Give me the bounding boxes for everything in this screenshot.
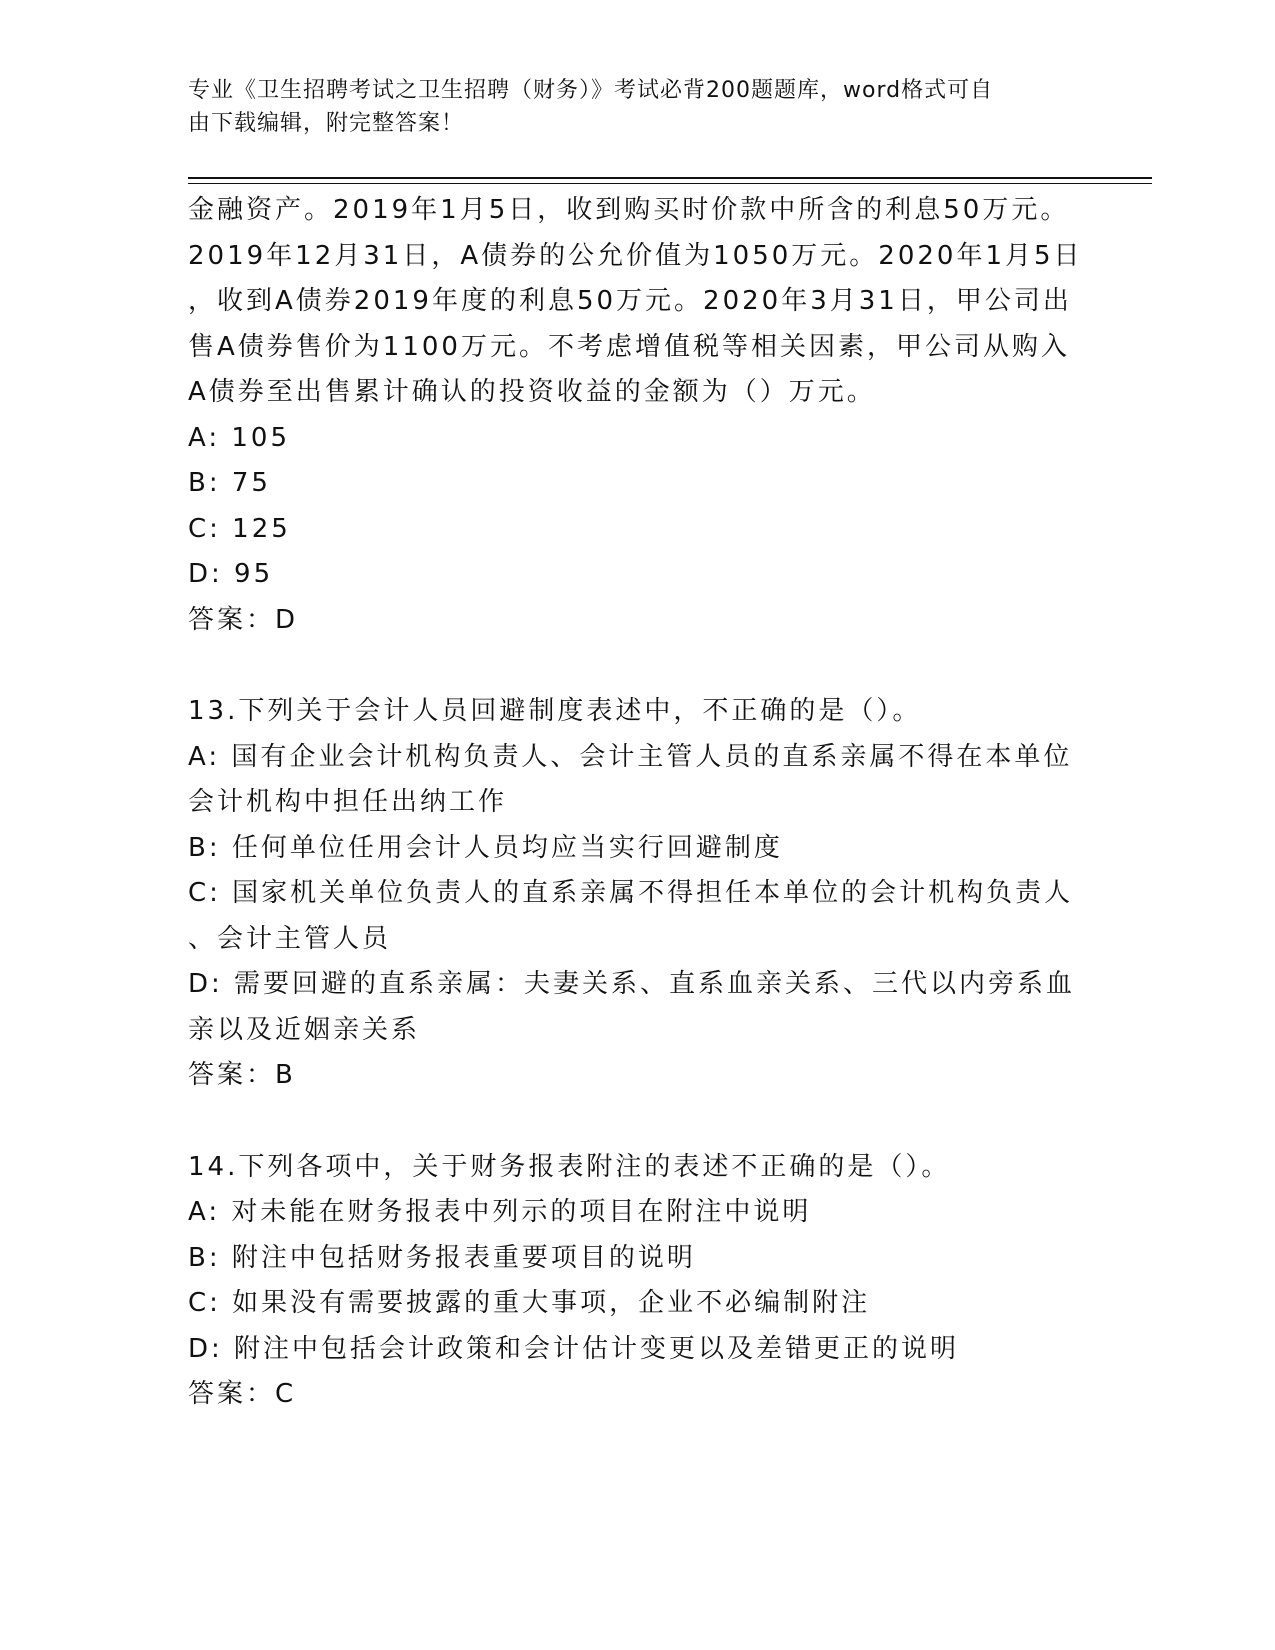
question-stem-line: 13.下列关于会计人员回避制度表述中，不正确的是（）。 <box>188 696 922 726</box>
option-c-line-2: 、会计主管人员 <box>188 923 392 954</box>
option-d-line-2: 亲以及近姻亲关系 <box>188 1014 421 1045</box>
answer-line: 答案：D <box>188 604 299 635</box>
option-a-line-2: 会计机构中担任出纳工作 <box>188 787 508 817</box>
document-body <box>188 188 1088 1418</box>
question-stem-line: 2019年12月31日，A债券的公允价值为1050万元。2020年1月5日 <box>188 240 1083 271</box>
question-stem-line: 售A债券售价为1100万元。不考虑增值税等相关因素，甲公司从购入 <box>188 331 1070 362</box>
option-a: A: 对未能在财务报表中列示的项目在附注中说明 <box>188 1197 812 1227</box>
document-header <box>188 74 1068 140</box>
option-b: B: 附注中包括财务报表重要项目的说明 <box>188 1242 696 1273</box>
header-divider-thin <box>188 183 1152 184</box>
option-b: B: 75 <box>188 468 271 498</box>
option-c: C: 如果没有需要披露的重大事项，企业不必编制附注 <box>188 1288 871 1318</box>
option-c-line-1: C: 国家机关单位负责人的直系亲属不得担任本单位的会计机构负责人 <box>188 878 1074 908</box>
question-stem-line: 14.下列各项中，关于财务报表附注的表述不正确的是（）。 <box>188 1151 951 1182</box>
option-d: D: 附注中包括会计政策和会计估计变更以及差错更正的说明 <box>188 1333 960 1364</box>
option-d-line-1: D: 需要回避的直系亲属：夫妻关系、直系血亲关系、三代以内旁系血 <box>188 969 1076 999</box>
answer-line: 答案：B <box>188 1060 296 1090</box>
header-title-line-1: 专业《卫生招聘考试之卫生招聘（财务）》考试必背200题题库，word格式可自 <box>188 78 994 103</box>
option-c: C: 125 <box>188 513 291 544</box>
question-stem-line: A债券至出售累计确认的投资收益的金额为（）万元。 <box>188 377 876 407</box>
question-12 <box>188 188 1088 643</box>
question-spacer <box>188 643 1088 689</box>
question-stem-line: ，收到A债券2019年度的利息50万元。2020年3月31日，甲公司出 <box>188 286 1072 316</box>
header-divider-thick <box>188 177 1152 179</box>
header-title-line-2: 由下载编辑，附完整答案！ <box>188 111 465 136</box>
question-stem-line: 金融资产。2019年1月5日，收到购买时价款中所含的利息50万元。 <box>188 195 1070 225</box>
option-b: B: 任何单位任用会计人员均应当实行回避制度 <box>188 832 783 863</box>
option-a-line-1: A: 国有企业会计机构负责人、会计主管人员的直系亲属不得在本单位 <box>188 741 1073 772</box>
question-13 <box>188 689 1088 1099</box>
question-14 <box>188 1145 1088 1418</box>
answer-line: 答案：C <box>188 1379 297 1409</box>
question-spacer <box>188 1099 1088 1145</box>
option-d: D: 95 <box>188 559 274 589</box>
option-a: A: 105 <box>188 422 290 453</box>
